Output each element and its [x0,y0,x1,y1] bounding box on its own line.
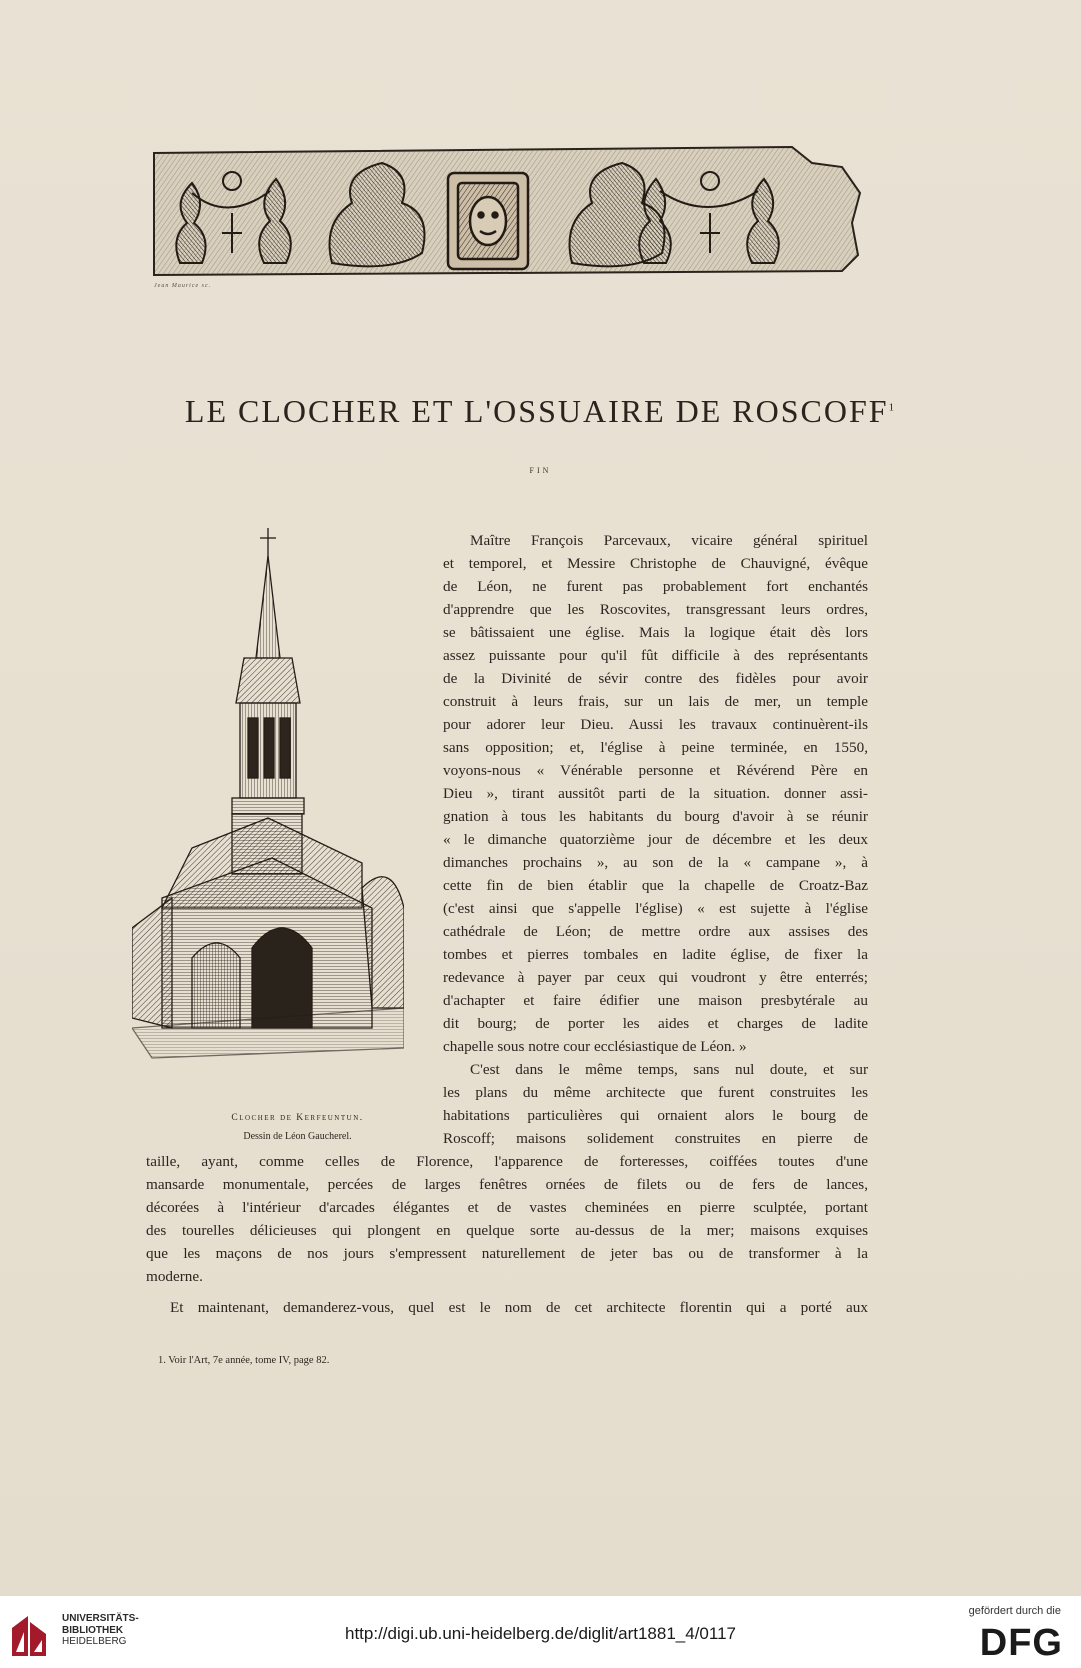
title-text: LE CLOCHER ET L'OSSUAIRE DE ROSCOFF [184,393,889,429]
text-line: Roscoff; maisons solidement construites en pierre de [443,1130,868,1147]
library-line-1: UNIVERSITÄTS- [62,1613,139,1624]
text-line: pour adorer leur Dieu. Aussi les travaux continuèrent-ils [443,716,868,733]
library-line-3: HEIDELBERG [62,1636,127,1647]
illustration-caption-credit: Dessin de Léon Gaucherel. [243,1131,352,1142]
funder-label: gefördert durch die [968,1605,1061,1617]
text-line: que les maçons de nos jours s'empressent naturellement de jeter bas ou de transformer à la [146,1245,868,1262]
text-line: Et maintenant, demanderez-vous, quel est le nom de cet architecte florentin qui a porté aux [170,1299,868,1316]
text-line: dimanches prochains », au son de la « campane », à [443,854,868,871]
text-line: gnation à tous les habitants du bourg d'avoir à se réunir [443,808,868,825]
text-line: cathédrale de Léon; de mettre ordre aux assises des [443,923,868,940]
text-line: mansarde monumentale, percées de larges fenêtres ornées de filets ou de fers de lances, [146,1176,868,1193]
text-line: sans opposition; et, l'église à peine terminée, en 1550, [443,739,868,756]
text-line: décorées à l'intérieur d'arcades élégantes et de vastes cheminées en pierre sculptée, portant [146,1199,868,1216]
text-line: des tourelles délicieuses qui plongent en quelque sorte au-dessus de la mer; maisons exquises [146,1222,868,1239]
text-line: « le dimanche quatorzième jour de décembre et les deux [443,831,868,848]
text-line: C'est dans le même temps, sans nul doute, et sur [470,1061,868,1078]
church-tower-illustration [132,528,404,1100]
text-line: chapelle sous notre cour ecclésiastique de Léon. » [443,1038,747,1055]
library-line-2: BIBLIOTHEK [62,1624,124,1636]
text-line: taille, ayant, comme celles de Florence, l'apparence de forteresses, coiffées toutes d'une [146,1153,868,1170]
text-line: redevance à payer par ceux qui voudront y être enterrés; [443,969,868,986]
text-line: de la Divinité de sévir contre des fidèles pour avoir [443,670,868,687]
text-line: d'apprendre que les Roscovites, transgressant leurs ordres, [443,601,868,618]
engraver-signature: Jean Maurice sc. [154,283,212,289]
text-line: se bâtissaient une église. Mais la logique était dès lors [443,624,868,641]
text-line: Dieu », tirant aussitôt parti de la situation. donner assi- [443,785,868,802]
text-line: de Léon, ne furent pas probablement fort enchantés [443,578,868,595]
dfg-logo[interactable]: DFG [979,1622,1063,1664]
decorative-frieze-engraving [152,143,862,285]
text-line: et temporel, et Messire Christophe de Chauvigné, évêque [443,555,868,572]
text-line: construit à leurs frais, sur un lais de mer, un temple [443,693,868,710]
page-title [0,393,1081,430]
text-line: les plans du même architecte que furent construites les [443,1084,868,1101]
text-line: cette fin de bien établir que la chapelle de Croatz-Baz [443,877,868,894]
text-line: Maître François Parcevaux, vicaire général spirituel [470,532,868,549]
text-line: voyons-nous « Vénérable personne et Révérend Père en [443,762,868,779]
text-line: moderne. [146,1268,203,1285]
text-line: d'achapter et faire édifier une maison presbytérale au [443,992,868,1009]
text-line: (c'est ainsi que s'appelle l'église) « est sujette à l'église [443,900,868,917]
footnote: 1. Voir l'Art, 7e année, tome IV, page 82. [158,1355,330,1366]
title-footnote-marker: 1 [888,401,897,414]
text-line: dit bourg; de porter les aides et charges de ladite [443,1015,868,1032]
permalink-url[interactable]: http://digi.ub.uni-heidelberg.de/diglit/art1881_4/0117 [345,1624,736,1643]
text-line: tombes et pierres tombales en ladite église, de fixer la [443,946,868,963]
text-line: habitations particulières qui ornaient alors le bourg de [443,1107,868,1124]
text-line: assez puissante pour qu'il fût difficile à des représentants [443,647,868,664]
subtitle-fin: FIN [529,466,552,475]
illustration-caption-title: Clocher de Kerfeuntun. [231,1113,364,1123]
